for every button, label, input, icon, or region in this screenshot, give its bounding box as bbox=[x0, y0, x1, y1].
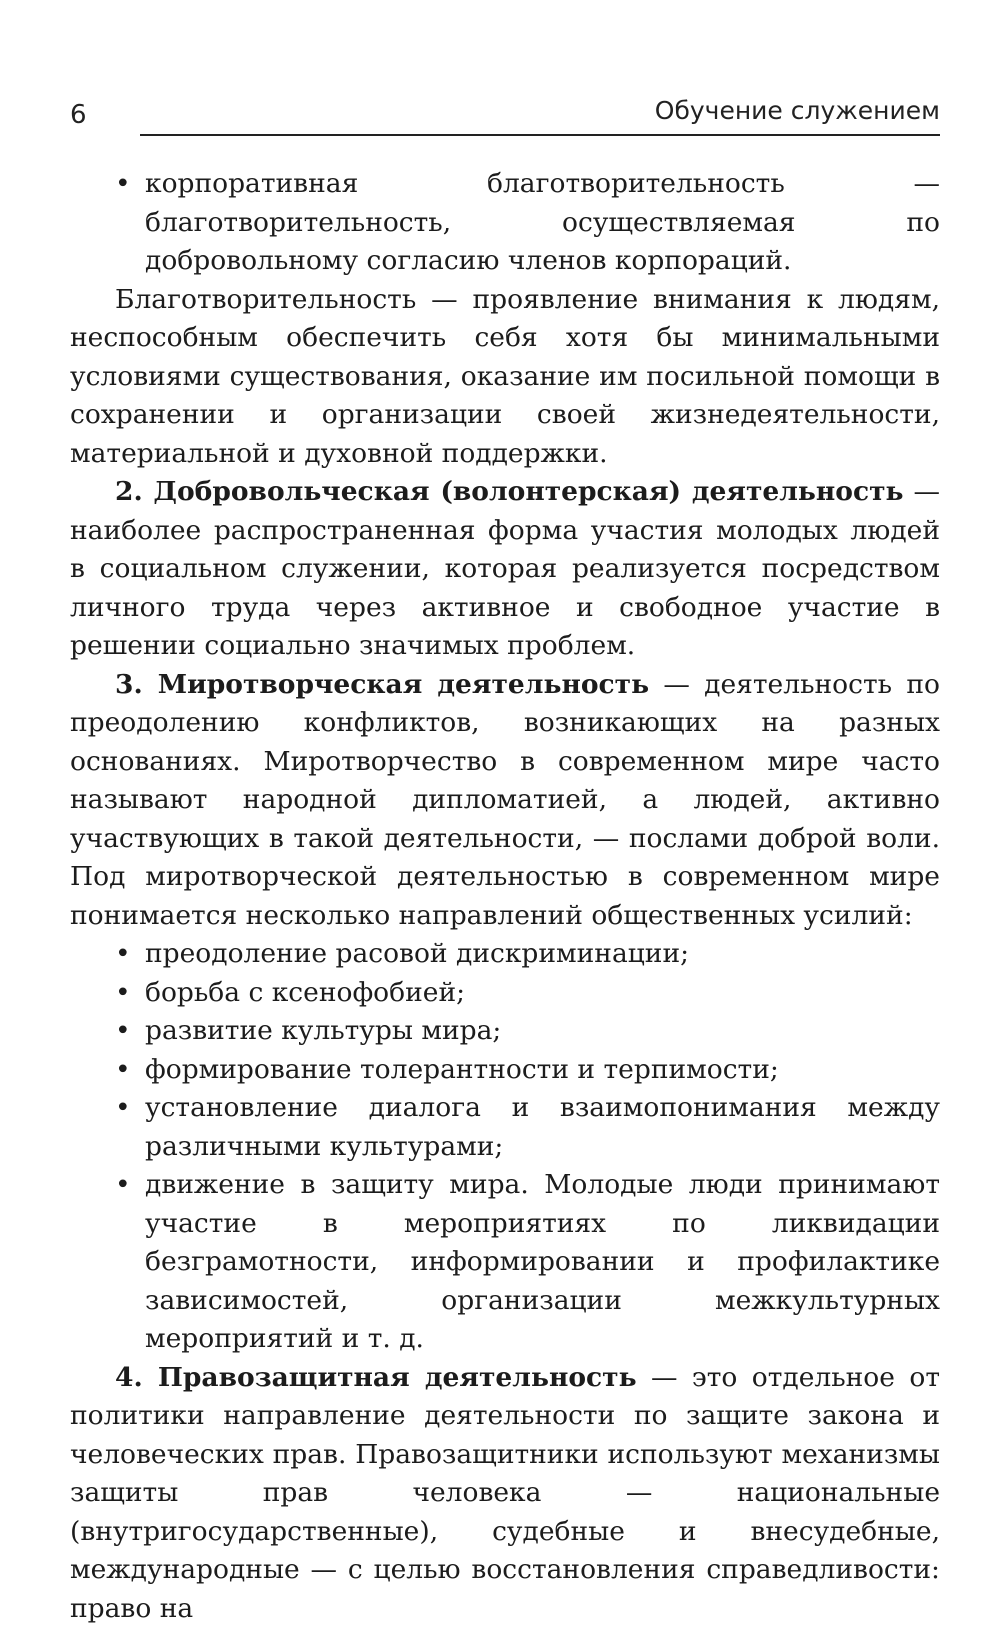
list-item bbox=[70, 1051, 940, 1090]
page-header bbox=[70, 96, 940, 140]
list-item bbox=[70, 1012, 940, 1051]
list-item bbox=[70, 935, 940, 974]
section-3-heading: 3. Миротворческая деятельность bbox=[115, 668, 650, 700]
list-item bbox=[70, 974, 940, 1013]
section-4-heading: 4. Правозащитная деятельность bbox=[115, 1361, 637, 1393]
list-item bbox=[70, 1089, 940, 1166]
page-number: 6 bbox=[70, 100, 87, 130]
page-body bbox=[70, 165, 940, 1628]
bullet-icon: • bbox=[115, 1092, 131, 1123]
list-item-text: корпоративная благотворительность — благотворительность, осуществляемая по добровольному согласию членов корпораций. bbox=[145, 168, 940, 276]
list-item-text: развитие культуры мира; bbox=[145, 1015, 502, 1046]
bullet-icon: • bbox=[115, 1169, 131, 1200]
bullet-icon: • bbox=[115, 1053, 131, 1085]
section-2-text: — наиболее распространенная форма участия молодых людей в социальном служении, которая реализуется посредством личного труда через активное и свободное участие в решении социально значимых проблем. bbox=[70, 476, 940, 661]
bullet-icon: • bbox=[115, 1015, 131, 1046]
list-item-text: установление диалога и взаимопонимания между различными культурами; bbox=[145, 1092, 940, 1162]
section-4-paragraph bbox=[70, 1359, 940, 1629]
list-item-text: борьба с ксенофобией; bbox=[145, 976, 466, 1008]
list-item-text: формирование толерантности и терпимости; bbox=[145, 1053, 779, 1085]
section-3-text: — деятельность по преодолению конфликтов, возникающих на разных основаниях. Миротворчество в современном мире часто называют народной дипломатией, а людей, активно участвующих в такой деятельности, — послами доброй воли. Под миротворческой деятельностью в современном мире понимается несколько направлений общественных усилий: bbox=[70, 668, 940, 931]
running-title: Обучение служением bbox=[654, 96, 940, 125]
charity-paragraph: Благотворительность — проявление внимания к людям, неспособным обеспечить себя хотя бы минимальными условиями существования, оказание им посильной помощи в сохранении и организации своей жизнедеятельности, материальной и духовной поддержки. bbox=[70, 283, 940, 469]
section-2-paragraph bbox=[70, 473, 940, 666]
bullet-icon: • bbox=[115, 976, 131, 1008]
section-3-bullet-list bbox=[70, 935, 940, 1359]
list-item bbox=[70, 165, 940, 281]
header-rule bbox=[140, 134, 940, 136]
section-4-text: — это отдельное от политики направление деятельности по защите закона и человеческих прав. Правозащитники используют механизмы защиты прав человека — национальные (внутригосударственные), судебные и внесудебные, международные — с целью восстановления справедливости: право на bbox=[70, 1361, 940, 1624]
section-2-heading: 2. Добровольческая (волонтерская) деятельность bbox=[115, 476, 904, 507]
bullet-icon: • bbox=[115, 168, 131, 199]
top-bullet-list bbox=[70, 165, 940, 281]
section-3-paragraph bbox=[70, 666, 940, 936]
list-item bbox=[70, 1166, 940, 1359]
list-item-text: преодоление расовой дискриминации; bbox=[145, 938, 690, 969]
bullet-icon: • bbox=[115, 938, 131, 969]
list-item-text: движение в защиту мира. Молодые люди принимают участие в мероприятиях по ликвидации безграмотности, информировании и профилактике зависимостей, организации межкультурных мероприятий и т. д. bbox=[145, 1169, 940, 1354]
